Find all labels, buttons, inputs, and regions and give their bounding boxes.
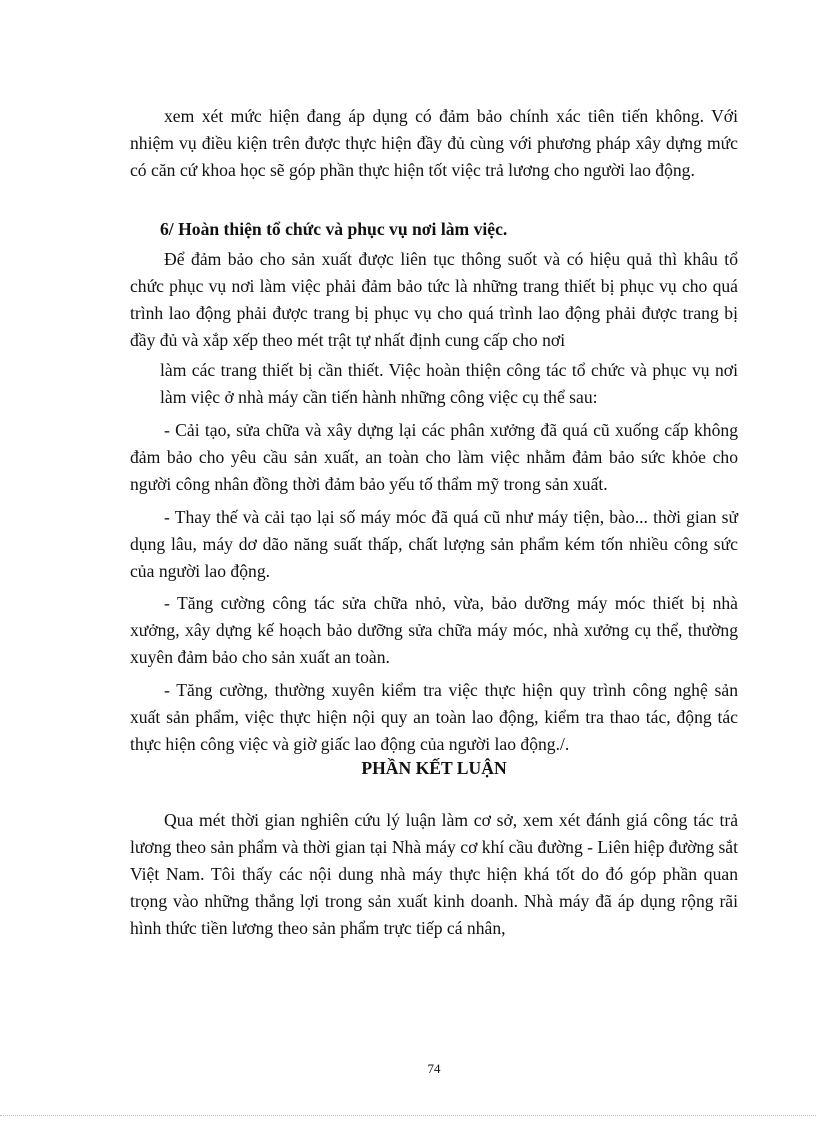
bullet-maintenance: - Tăng cường công tác sửa chữa nhỏ, vừa, bảo dưỡng máy móc thiết bị nhà xưởng, xây dựng kế hoạch bảo dưỡng sửa chữa máy móc, nhà xưởng cụ thể, thường xuyên đảm bảo cho sản xuất an toàn. — [130, 593, 738, 667]
page-bottom-divider — [0, 1115, 816, 1116]
bullet-machinery: - Thay thế và cải tạo lại số máy móc đã quá cũ như máy tiện, bào... thời gian sử dụng lâu, máy dơ dão năng suất thấp, chất lượng sản phẩm kém tốn nhiều công sức của người lao động. — [130, 507, 738, 581]
paragraph-continuation: xem xét mức hiện đang áp dụng có đảm bảo chính xác tiên tiến không. Với nhiệm vụ điều kiện trên được thực hiện đầy đủ cùng với phương pháp xây dựng mức có căn cứ khoa học sẽ góp phần thực hiện tốt việc trả lương cho người lao động. — [130, 106, 738, 180]
page-number: 74 — [427, 1061, 441, 1076]
paragraph-intro: Để đảm bảo cho sản xuất được liên tục thông suốt và có hiệu quả thì khâu tổ chức phục vụ nơi làm việc phải đảm bảo tức là những trang thiết bị phục vụ cho quá trình lao động phải được trang bị phục vụ cho quá trình lao động phải được trang bị đầy đủ và xắp xếp theo mét trật tự nhất định cung cấp cho nơi — [130, 249, 738, 350]
section-heading: 6/ Hoàn thiện tổ chức và phục vụ nơi làm việc. — [160, 219, 508, 239]
conclusion-title: PHẦN KẾT LUẬN — [361, 758, 507, 778]
bullet-renovation: - Cải tạo, sửa chữa và xây dựng lại các phân xưởng đã quá cũ xuống cấp không đảm bảo cho yêu cầu sản xuất, an toàn cho làm việc nhằm đảm bảo sức khỏe cho người công nhân đồng thời đảm bảo yếu tố thẩm mỹ trong sản xuất. — [130, 420, 738, 494]
paragraph-work-setup: làm các trang thiết bị cần thiết. Việc hoàn thiện công tác tổ chức và phục vụ nơi làm việc ở nhà máy cần tiến hành những công việc cụ thể sau: — [160, 360, 738, 407]
bullet-inspection: - Tăng cường, thường xuyên kiểm tra việc thực hiện quy trình công nghệ sản xuất sản phẩm, việc thực hiện nội quy an toàn lao động, kiểm tra thao tác, động tác thực hiện công việc và giờ giấc lao động của người lao động./. — [130, 680, 738, 754]
conclusion-paragraph: Qua mét thời gian nghiên cứu lý luận làm cơ sở, xem xét đánh giá công tác trả lương theo sản phẩm và thời gian tại Nhà máy cơ khí cầu đường - Liên hiệp đường sắt Việt Nam. Tôi thấy các nội dung nhà máy thực hiện khá tốt do đó góp phần quan trọng vào những thắng lợi trong sản xuất kinh doanh. Nhà máy đã áp dụng rộng rãi hình thức tiền lương theo sản phẩm trực tiếp cá nhân, — [130, 810, 738, 938]
